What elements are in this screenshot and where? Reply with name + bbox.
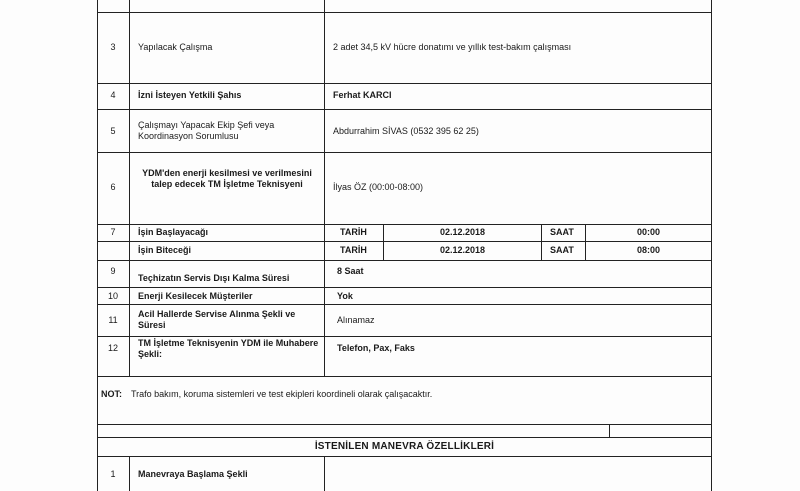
row-number: 5 [110,126,116,136]
row-value: 8 Saat [337,266,364,276]
saat-label: SAAT [550,245,574,255]
col-sep-date [541,224,542,260]
row-value: Yok [337,291,353,301]
row-value: Ferhat KARCI [333,90,392,100]
row-value: Abdurrahim SİVAS (0532 395 62 25) [333,126,479,136]
start-date: 02.12.2018 [439,227,486,237]
row-number: 12 [107,343,118,353]
row-line [97,287,712,288]
row-line [97,456,712,457]
col-sep-no-2 [129,456,130,491]
row-number: 10 [107,291,118,301]
table-border-right [711,0,712,491]
row-label: İşin Biteceği [138,245,192,255]
row-number: 7 [110,227,116,237]
row-number: 3 [110,42,116,52]
row-value: Alınamaz [337,315,375,325]
row-label: İzni İsteyen Yetkili Şahıs [138,90,242,100]
row-line [97,241,712,242]
row-label: Teçhizatın Servis Dışı Kalma Süresi [138,273,290,283]
row-number: 4 [110,90,116,100]
tarih-label: TARİH [340,245,367,255]
row-label: Manevraya Başlama Şekli [138,469,248,479]
end-date: 02.12.2018 [439,245,486,255]
row-number: 11 [108,315,118,325]
start-time: 00:00 [636,227,661,237]
row-value: Telefon, Pax, Faks [337,343,415,353]
row-label: Acil Hallerde Servise Alınma Şekli ve Süresi [138,309,296,330]
row-number: 1 [110,469,116,479]
col-sep-label-2 [324,456,325,491]
row-line [97,12,712,13]
row-label: İşin Başlayacağı [138,227,209,237]
saat-label: SAAT [550,227,574,237]
col-sep-label [324,0,325,376]
row-line [97,224,712,225]
row-label: TM İşletme Teknisyenin YDM ile Muhabere Şekli: [138,338,319,359]
row-line [97,304,712,305]
row-line [97,376,712,377]
row-line [97,424,712,425]
row-label: YDM'den enerji kesilmesi ve verilmesini talep edecek TM İşletme Teknisyeni [142,168,312,189]
row-value: İlyas ÖZ (00:00-08:00) [333,182,424,192]
row-line [97,336,712,337]
note-text: Trafo bakım, koruma sistemleri ve test ekipleri koordineli olarak çalışacaktır. [131,389,433,399]
row-line [97,260,712,261]
row-number: 6 [110,182,116,192]
col-sep-no [129,0,130,376]
row-line [97,109,712,110]
maneuver-title: İSTENİLEN MANEVRA ÖZELLİKLERİ [314,441,495,452]
end-time: 08:00 [636,245,661,255]
row-number: 9 [110,266,116,276]
row-label: Enerji Kesilecek Müşteriler [138,291,253,301]
row-label: Çalışmayı Yapacak Ekip Şefi veya Koordinasyon Sorumlusu [138,120,275,141]
col-sep-small [609,424,610,437]
row-line [97,437,712,438]
row-label: Yapılacak Çalışma [138,42,213,52]
row-line [97,83,712,84]
note-label: NOT: [101,389,122,399]
row-line [97,152,712,153]
table-border-left [97,0,98,491]
row-value: 2 adet 34,5 kV hücre donatımı ve yıllık test-bakım çalışması [333,42,572,52]
tarih-label: TARİH [340,227,367,237]
